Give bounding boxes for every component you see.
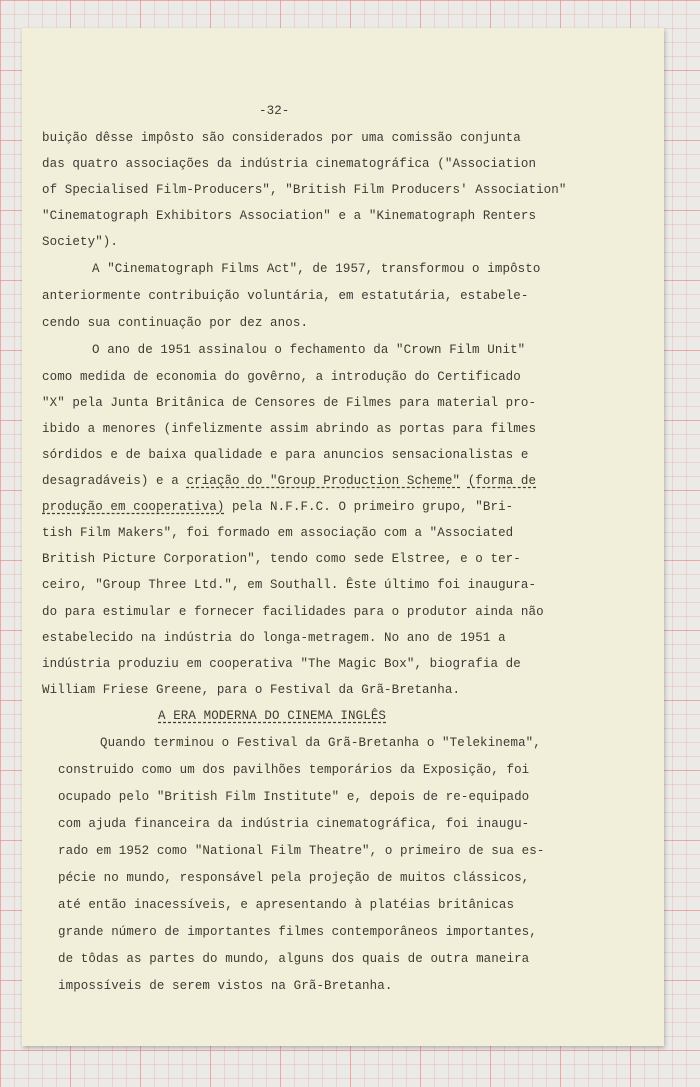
text-line: British Picture Corporation", tendo como sede Elstree, e o ter- [42,552,521,566]
text-line: impossíveis de serem vistos na Grã-Bretanha. [58,979,393,993]
underlined-phrase: criação do "Group Production Scheme" [186,474,461,488]
text-line: construido como um dos pavilhões temporários da Exposição, foi [58,763,530,777]
text-line: ibido a menores (infelizmente assim abrindo as portas para filmes [42,422,537,436]
text-line: O ano de 1951 assinalou o fechamento da "Crown Film Unit" [92,343,526,357]
text-line [42,474,536,488]
text-line: até então inacessíveis, e apresentando à platéias britânicas [58,898,515,912]
text-line: estabelecido na indústria do longa-metragem. No ano de 1951 a [42,631,506,645]
page-number: -32- [259,104,290,118]
text-line: pécie no mundo, responsável pela projeção de muitos clássicos, [58,871,530,885]
text-line: of Specialised Film-Producers", "British Film Producers' Association" [42,183,567,197]
text-line: tish Film Makers", foi formado em associação com a "Associated [42,526,514,540]
text-line: "X" pela Junta Britânica de Censores de Filmes para material pro- [42,396,537,410]
text-line: de tôdas as partes do mundo, alguns dos quais de outra maneira [58,952,530,966]
text-segment: pela N.F.F.C. O primeiro grupo, "Bri- [224,500,514,514]
text-line: sórdidos e de baixa qualidade e para anuncios sensacionalistas e [42,448,529,462]
text-line: buição dêsse impôsto são considerados por uma comissão conjunta [42,131,521,145]
underlined-phrase: produção em cooperativa) [42,500,225,514]
text-line: rado em 1952 como "National Film Theatre", o primeiro de sua es- [58,844,545,858]
text-line: A "Cinematograph Films Act", de 1957, transformou o impôsto [92,262,541,276]
typed-page [22,28,664,1046]
text-segment: desagradáveis) e a [42,474,187,488]
text-line: Society"). [42,235,119,249]
text-line: ceiro, "Group Three Ltd.", em Southall. Êste último foi inaugura- [42,578,537,592]
text-line: do para estimular e fornecer facilidades para o produtor ainda não [42,605,544,619]
text-line: "Cinematograph Exhibitors Association" e a "Kinematograph Renters [42,209,537,223]
text-line: grande número de importantes filmes contemporâneos importantes, [58,925,537,939]
text-line: com ajuda financeira da indústria cinematográfica, foi inaugu- [58,817,530,831]
section-heading: A ERA MODERNA DO CINEMA INGLÊS [158,709,387,723]
text-segment [460,474,468,488]
text-line: indústria produziu em cooperativa "The Magic Box", biografia de [42,657,521,671]
text-line: ocupado pelo "British Film Institute" e, depois de re-equipado [58,790,530,804]
text-line: das quatro associações da indústria cinematográfica ("Association [42,157,537,171]
text-line: Quando terminou o Festival da Grã-Bretanha o "Telekinema", [100,736,541,750]
text-line: William Friese Greene, para o Festival da Grã-Bretanha. [42,683,461,697]
underlined-phrase: (forma de [467,474,537,488]
page-text [22,28,664,1046]
text-line: cendo sua continuação por dez anos. [42,316,309,330]
text-line [42,500,513,514]
text-line: anteriormente contribuição voluntária, em estatutária, estabele- [42,289,529,303]
text-line: como medida de economia do govêrno, a introdução do Certificado [42,370,521,384]
